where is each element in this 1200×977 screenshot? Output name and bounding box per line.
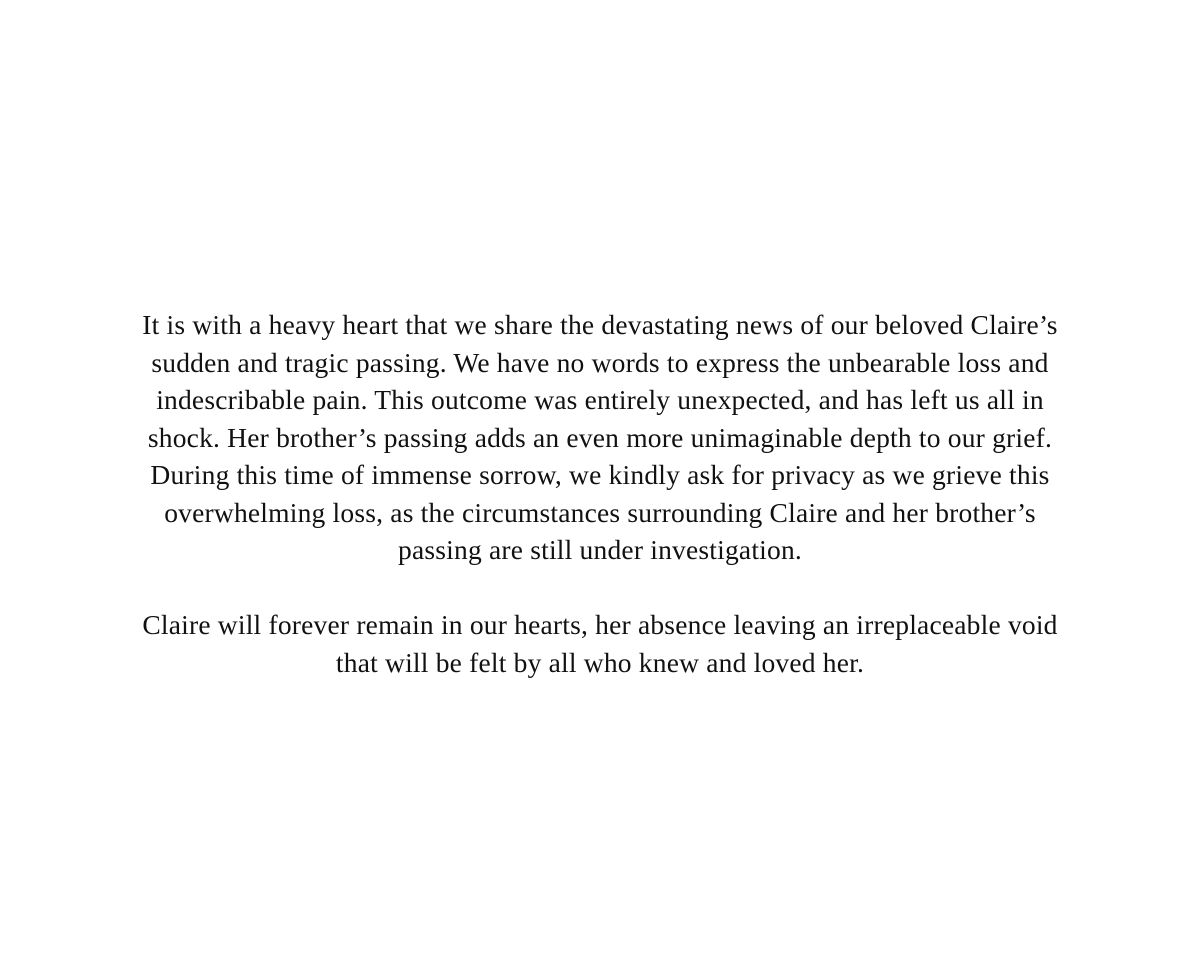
- statement-paragraph-1: [0, 306, 1200, 569]
- statement-paragraph-2: [0, 606, 1200, 681]
- statement-line: overwhelming loss, as the circumstances surrounding Claire and her brother’s: [164, 496, 1036, 528]
- statement-text: [0, 306, 1200, 681]
- statement-line: Claire will forever remain in our hearts, her absence leaving an irreplaceable void: [142, 609, 1058, 640]
- statement-line: During this time of immense sorrow, we kindly ask for privacy as we grieve this: [150, 459, 1050, 490]
- statement-line: that will be felt by all who knew and loved her.: [335, 646, 865, 678]
- statement-line: It is with a heavy heart that we share the devastating news of our beloved Claire’s: [142, 309, 1058, 340]
- statement-line: shock. Her brother’s passing adds an even more unimaginable depth to our grief.: [147, 421, 1053, 453]
- statement-line: passing are still under investigation.: [398, 534, 802, 565]
- statement-line: sudden and tragic passing. We have no words to express the unbearable loss and: [151, 346, 1049, 378]
- statement-line: indescribable pain. This outcome was entirely unexpected, and has left us all in: [156, 384, 1044, 415]
